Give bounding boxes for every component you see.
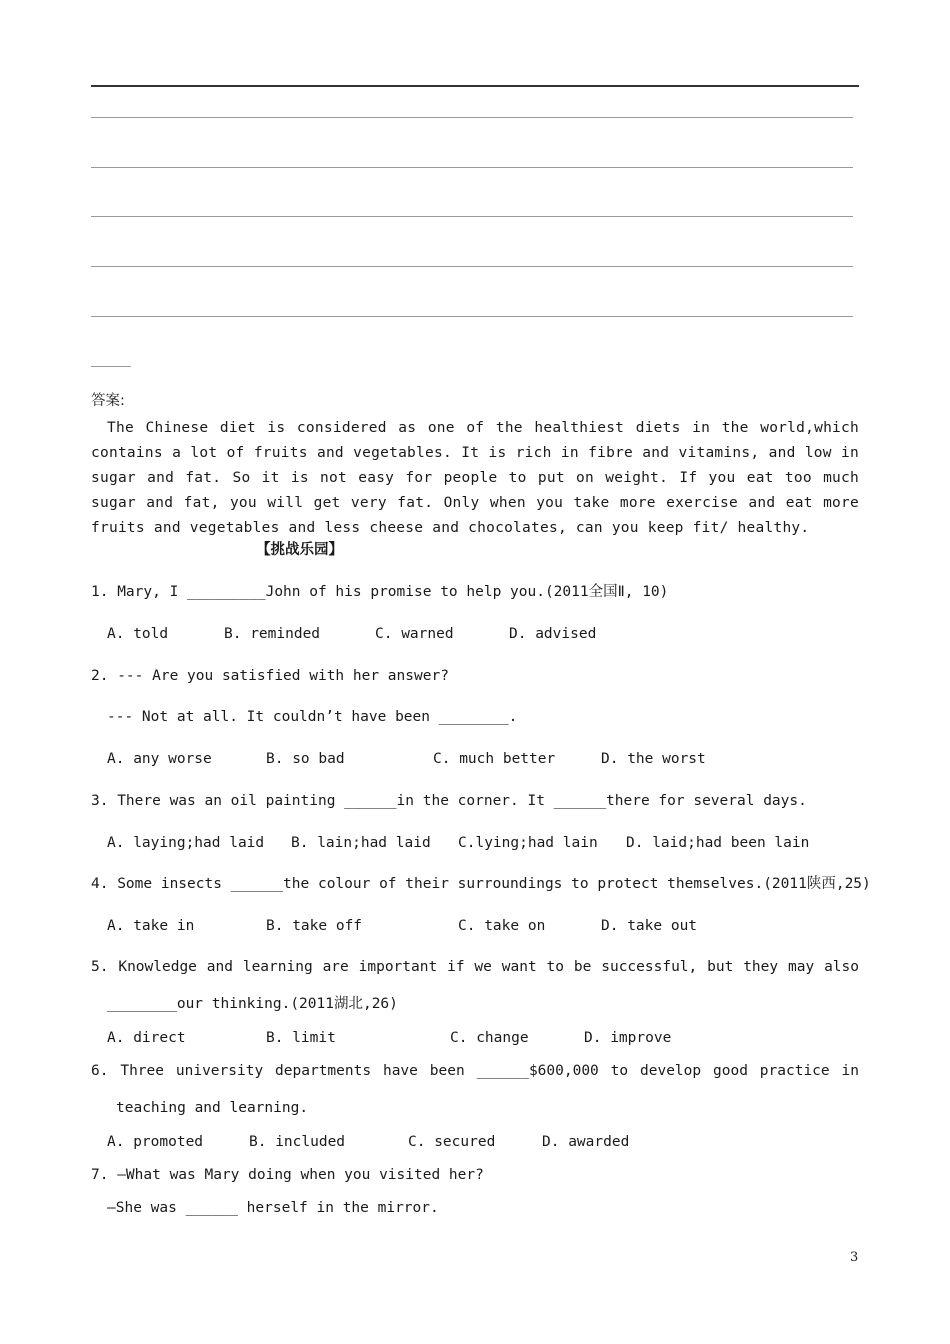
writing-line (91, 216, 853, 217)
top-rule (91, 85, 859, 87)
question-1-option-d: D. advised (509, 626, 597, 642)
question-4-option-b: B. take off (266, 918, 363, 934)
question-6-stem-line2: teaching and learning. (116, 1100, 309, 1116)
question-4-option-a: A. take in (107, 918, 195, 934)
question-5-option-b: B. limit (266, 1030, 336, 1046)
question-1-stem: 1. Mary, I _________John of his promise to help you.(2011全国Ⅱ, 10) (91, 584, 669, 600)
question-2-option-d: D. the worst (601, 751, 706, 767)
question-6-option-c: C. secured (408, 1134, 496, 1150)
question-1-option-c: C. warned (375, 626, 454, 642)
writing-line (91, 316, 853, 317)
question-3-option-a: A. laying;had laid (107, 835, 265, 851)
question-5-stem-line2: ________our thinking.(2011湖北,26) (107, 996, 398, 1012)
question-3-option-c: C.lying;had lain (458, 835, 598, 851)
question-1-option-a: A. told (107, 626, 169, 642)
question-3-option-b: B. lain;had laid (291, 835, 431, 851)
writing-line (91, 117, 853, 118)
question-2-option-a: A. any worse (107, 751, 212, 767)
section-title: 【挑战乐园】 (256, 542, 343, 558)
question-3-option-d: D. laid;had been lain (626, 835, 810, 851)
question-3-stem: 3. There was an oil painting ______in the corner. It ______there for several days. (91, 793, 807, 809)
question-2-option-b: B. so bad (266, 751, 345, 767)
question-4-option-c: C. take on (458, 918, 546, 934)
answer-essay (91, 416, 859, 541)
question-2-option-c: C. much better (433, 751, 556, 767)
question-6-stem: 6. Three university departments have been ______$600,000 to develop good practice in (91, 1063, 859, 1079)
question-5-stem: 5. Knowledge and learning are important if we want to be successful, but they may also (91, 959, 859, 975)
question-1-option-b: B. reminded (224, 626, 321, 642)
writing-line (91, 167, 853, 168)
page-number: 3 (850, 1250, 859, 1265)
question-2-stem: 2. --- Are you satisfied with her answer? (91, 668, 449, 684)
question-5-option-d: D. improve (584, 1030, 672, 1046)
question-6-option-b: B. included (249, 1134, 346, 1150)
question-5-option-a: A. direct (107, 1030, 186, 1046)
answer-label: 答案: (91, 393, 125, 409)
writing-line-end (91, 366, 131, 367)
question-4-option-d: D. take out (601, 918, 698, 934)
question-5-option-c: C. change (450, 1030, 529, 1046)
question-2-stem-line2: --- Not at all. It couldn’t have been ________. (107, 709, 518, 725)
question-7-stem-line2: —She was ______ herself in the mirror. (107, 1200, 439, 1216)
question-4-stem: 4. Some insects ______the colour of their surroundings to protect themselves.(2011陕西,25) (91, 876, 871, 892)
question-6-option-d: D. awarded (542, 1134, 630, 1150)
question-7-stem: 7. —What was Mary doing when you visited her? (91, 1167, 484, 1183)
answer-essay-text: The Chinese diet is considered as one of the healthiest diets in the world,which contains a lot of fruits and vegetables. It is rich in fibre and vitamins, and low in sugar and fat. So it is not easy for people to put on weight. If you eat too much sugar and fat, you will get very fat. Only when you take more exercise and eat more fruits and vegetables and less cheese and chocolates, can you keep fit/ healthy. (91, 420, 859, 536)
question-6-option-a: A. promoted (107, 1134, 204, 1150)
writing-line (91, 266, 853, 267)
